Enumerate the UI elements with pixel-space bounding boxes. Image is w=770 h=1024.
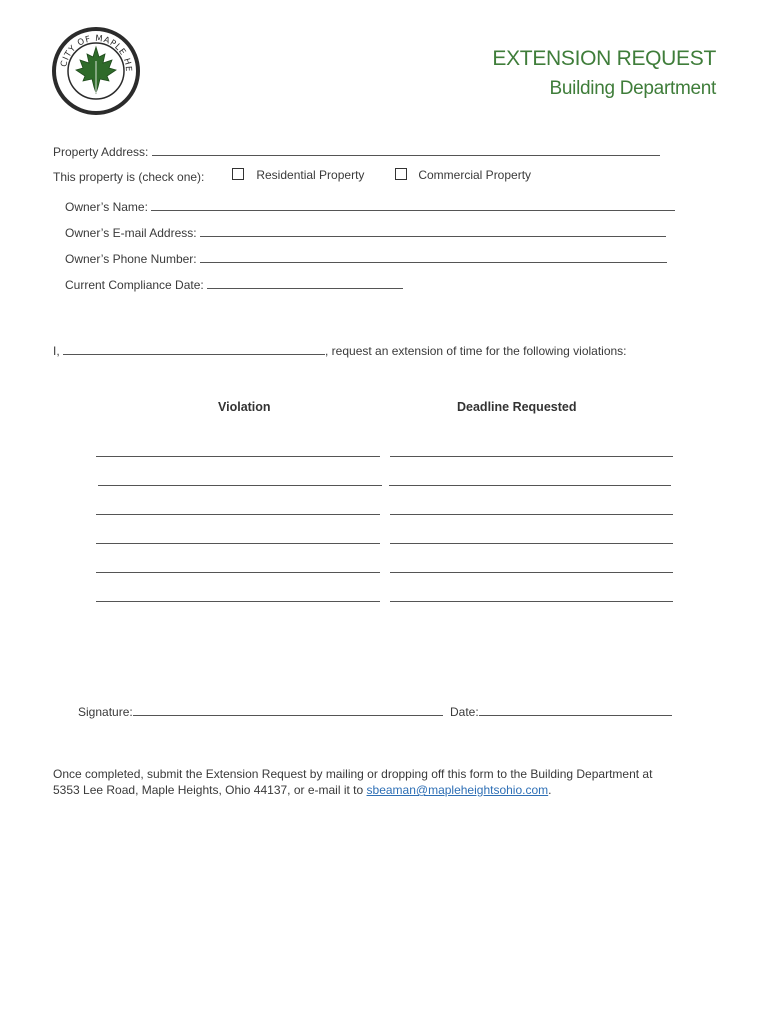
violation-column-header: Violation: [218, 400, 271, 414]
property-address-field[interactable]: [152, 143, 660, 156]
email-link[interactable]: sbeaman@mapleheightsohio.com: [366, 783, 549, 797]
deadline-line[interactable]: [390, 572, 673, 573]
residential-label: Residential Property: [256, 168, 365, 182]
deadline-line[interactable]: [389, 485, 671, 486]
residential-checkbox[interactable]: [232, 168, 244, 180]
date-label: Date:: [450, 705, 479, 719]
owner-email-label: Owner’s E-mail Address:: [65, 226, 197, 240]
page-title: EXTENSION REQUEST: [492, 47, 716, 70]
city-seal-logo: [52, 27, 140, 115]
submission-instructions-line2: [53, 783, 552, 797]
signature-label: Signature:: [78, 705, 133, 719]
owner-phone-field[interactable]: [200, 250, 667, 263]
compliance-date-label: Current Compliance Date:: [65, 278, 204, 292]
violation-line[interactable]: [96, 456, 380, 457]
signature-row: [78, 703, 443, 719]
deadline-line[interactable]: [390, 543, 673, 544]
owner-name-row: [65, 198, 675, 214]
deadline-line[interactable]: [390, 514, 673, 515]
request-prefix: I,: [53, 344, 60, 358]
owner-email-field[interactable]: [200, 224, 666, 237]
violation-line[interactable]: [96, 572, 380, 573]
requester-name-field[interactable]: [63, 342, 325, 355]
page-subtitle: Building Department: [549, 78, 716, 99]
address-text: 5353 Lee Road, Maple Heights, Ohio 44137, or e-mail it to: [53, 783, 364, 797]
signature-field[interactable]: [133, 703, 443, 716]
date-field[interactable]: [479, 703, 672, 716]
deadline-line[interactable]: [390, 456, 673, 457]
violation-line[interactable]: [96, 543, 380, 544]
deadline-column-header: Deadline Requested: [457, 400, 577, 414]
owner-email-row: [65, 224, 666, 240]
date-row: [450, 703, 672, 719]
request-sentence: [53, 342, 627, 358]
property-type-label: This property is (check one):: [53, 170, 205, 184]
owner-name-field[interactable]: [151, 198, 675, 211]
commercial-option[interactable]: [395, 168, 531, 182]
violation-line[interactable]: [98, 485, 382, 486]
property-address-row: [53, 143, 660, 159]
request-suffix: , request an extension of time for the following violations:: [325, 344, 627, 358]
submission-instructions-line1: Once completed, submit the Extension Request by mailing or dropping off this form to the Building Department at: [53, 767, 653, 781]
owner-phone-row: [65, 250, 667, 266]
compliance-date-field[interactable]: [207, 276, 403, 289]
violation-line[interactable]: [96, 601, 380, 602]
violation-line[interactable]: [96, 514, 380, 515]
owner-name-label: Owner’s Name:: [65, 200, 148, 214]
deadline-line[interactable]: [390, 601, 673, 602]
property-address-label: Property Address:: [53, 145, 149, 159]
compliance-date-row: [65, 276, 403, 292]
residential-option[interactable]: [232, 168, 364, 182]
footer-period: .: [548, 783, 552, 797]
svg-text:CITY OF MAPLE HEIGHTS: CITY OF MAPLE HE: [59, 33, 134, 73]
commercial-checkbox[interactable]: [395, 168, 407, 180]
commercial-label: Commercial Property: [418, 168, 532, 182]
owner-phone-label: Owner’s Phone Number:: [65, 252, 197, 266]
